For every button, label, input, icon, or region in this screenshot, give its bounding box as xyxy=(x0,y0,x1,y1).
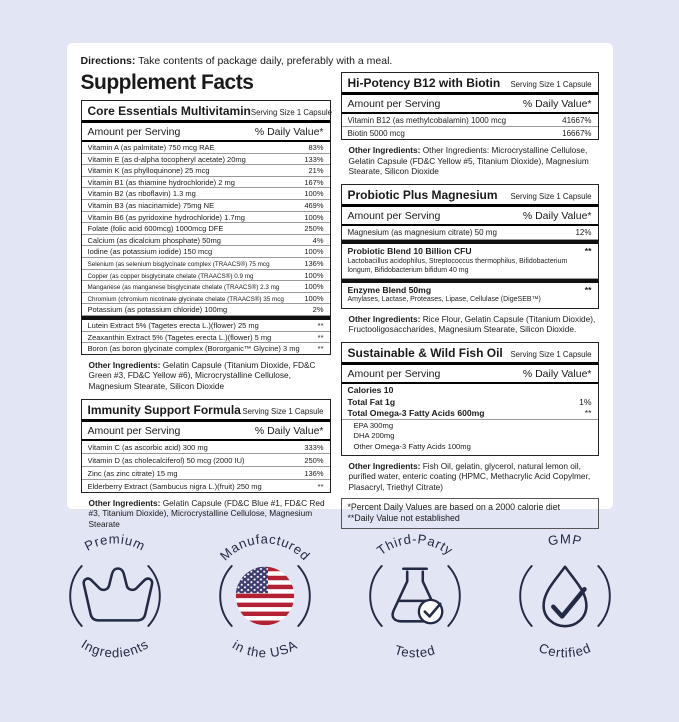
badge-bottom-text: Tested xyxy=(392,642,437,661)
nutrient-row: Selenium (as selenium bisglycinate complex (TRAACS®) 75 mcg 136% xyxy=(82,258,330,270)
nutrient-row: Iodine (as potassium iodide) 150 mcg 100% xyxy=(82,246,330,258)
dv-header: % Daily Value* xyxy=(254,424,324,437)
directions-label: Directions: xyxy=(80,55,136,67)
droplet-check-icon xyxy=(543,567,586,626)
nutrient-row: Boron (as boron glycinate complex (Bororganic™ Glycine) 3 mg ** xyxy=(87,344,324,354)
label-card xyxy=(67,43,613,529)
panel-title: Immunity Support Formula xyxy=(87,402,241,417)
nutrient-row: Chromium (chromium nicotinate glycinate chelate (TRAACS®) 35 mcg 100% xyxy=(82,293,330,305)
nutrient-row: Calories 10 xyxy=(347,384,394,395)
other-ingredients-fishoil: Other Ingredients: Fish Oil, gelatin, glycerol, natural lemon oil, purified water, enteric coating (HPMC, Methacrylic Acid Copylmer, Plasacryl, Triethyl Citrate) xyxy=(348,460,591,492)
right-column xyxy=(341,70,599,536)
badge-row xyxy=(0,518,679,674)
svg-text:in the USA xyxy=(229,637,299,660)
badge-bottom-text: in the USA xyxy=(229,637,300,661)
nutrient-row: Elderberry Extract (Sambucus nigra L.)(fruit) 250 mg ** xyxy=(87,481,324,491)
other-ingredients-immunity: Other Ingredients: Gelatin Capsule (FD&C Blue #1, FD&C Red #3, Titanium Dioxide), Microcrystalline Cellulose, Magnesium Stearate xyxy=(88,497,325,529)
serving-size: Serving Size 1 Capsule xyxy=(242,406,324,416)
nutrient-row: Vitamin C (as ascorbic acid) 300 mg 333% xyxy=(82,441,330,454)
svg-text:Certified xyxy=(536,640,592,660)
panel-immunity-support xyxy=(81,399,331,493)
panel-title: Sustainable & Wild Fish Oil xyxy=(347,345,503,360)
nutrient-row: Calcium (as dicalcium phosphate) 50mg 4% xyxy=(82,235,330,247)
dv-header: % Daily Value* xyxy=(522,367,592,380)
supplement-facts-title: Supplement Facts xyxy=(80,71,254,94)
crown-icon xyxy=(83,569,151,621)
panel-title: Core Essentials Multivitamin xyxy=(87,104,251,118)
badge-top-text: GMP xyxy=(546,531,583,549)
omega3-breakdown: EPA 300mg DHA 200mg Other Omega-3 Fatty Acids 100mg xyxy=(353,421,471,451)
nutrient-row: Vitamin B12 (as methylcobalamin) 1000 mcg 41667% xyxy=(342,114,598,127)
svg-text:Tested xyxy=(392,642,436,660)
nutrient-row: Folate (folic acid 600mcg) 1000mcg DFE 250% xyxy=(82,223,330,235)
nutrient-row: Vitamin D (as cholecalciferol) 50 mcg (2000 IU) 250% xyxy=(82,454,330,467)
panel-title: Probiotic Plus Magnesium xyxy=(347,187,498,202)
panel-core-essentials xyxy=(81,100,331,355)
panel-title: Hi-Potency B12 with Biotin xyxy=(347,76,501,90)
panel-b12-biotin xyxy=(341,72,599,140)
nutrient-row: Vitamin E (as d-alpha tocopheryl acetate) 20mg 133% xyxy=(82,154,330,166)
badge-top-text: Manufactured xyxy=(216,531,313,564)
badge-top-text: Premium xyxy=(81,531,148,554)
badge-bottom-text: Certified xyxy=(536,640,593,661)
other-ingredients-probiotic: Other Ingredients: Rice Flour, Gelatin Capsule (Titanium Dioxide), Fructooligosaccharides, Magnesium Stearate, Silicon Dioxide. xyxy=(348,313,596,335)
nutrient-row: Vitamin B1 (as thiamine hydrochloride) 2 mg 167% xyxy=(82,177,330,189)
badge-third-party-tested xyxy=(342,518,488,674)
enzyme-blend: Enzyme Blend 50mg ** Amylases, Lactase, Proteases, Lipase, Cellulase (DigeSEB™) xyxy=(347,284,592,304)
serving-size: Serving Size 1 Capsule xyxy=(250,108,332,117)
amount-header: Amount per Serving xyxy=(87,424,181,437)
nutrient-row: Vitamin B6 (as pyridoxine hydrochloride) 1.7mg 100% xyxy=(82,212,330,224)
nutrient-row: Copper (as copper bisglycinate chelate (TRAACS®) 0.9 mg 100% xyxy=(82,270,330,282)
dv-header: % Daily Value* xyxy=(522,209,592,222)
nutrient-row: Vitamin A (as palmitate) 750 mcg RAE 83% xyxy=(82,142,330,154)
badge-bottom-text: Ingredients xyxy=(78,636,151,661)
nutrient-row: Vitamin K (as phylloquinone) 25 mcg 21% xyxy=(82,165,330,177)
serving-size: Serving Size 1 Capsule xyxy=(510,349,592,359)
usa-flag-icon xyxy=(235,567,293,625)
svg-text:Manufactured xyxy=(216,531,312,563)
nutrient-row: Vitamin B3 (as niacinamide) 75mg NE 469% xyxy=(82,200,330,212)
nutrient-row: Magnesium (as magnesium citrate) 50 mg 12% xyxy=(342,226,598,240)
serving-size: Serving Size 1 Capsule xyxy=(510,191,592,201)
svg-text:GMP xyxy=(546,531,583,548)
svg-text:Ingredients xyxy=(78,636,151,660)
directions-line xyxy=(81,55,599,67)
flask-check-icon xyxy=(392,569,442,624)
amount-header: Amount per Serving xyxy=(87,126,181,138)
left-column xyxy=(81,70,331,536)
svg-text:Premium xyxy=(81,531,147,553)
other-ingredients-core: Other Ingredients: Gelatin Capsule (Titanium Dioxide, FD&C Green #3, FD&C Yellow #6), Microcrystalline Cellulose, Magnesium Stearate, Silicon Dioxide xyxy=(88,359,316,391)
daily-value-footnote: *Percent Daily Values are based on a 2000 calorie diet **Daily Value not established xyxy=(341,498,599,530)
badge-premium-ingredients xyxy=(42,518,188,674)
nutrient-row: Lutein Extract 5% (Tagetes erecta L.)(flower) 25 mg ** xyxy=(82,320,330,332)
directions-text: Take contents of package daily, preferably with a meal. xyxy=(135,55,393,67)
nutrient-row: Zeaxanthin Extract 5% (Tagetes erecta L.)(flower) 5 mg ** xyxy=(82,332,330,344)
nutrient-row: Zinc (as zinc citrate) 15 mg 136% xyxy=(82,467,330,480)
nutrient-row: Vitamin B2 (as riboflavin) 1.3 mg 100% xyxy=(82,188,330,200)
amount-header: Amount per Serving xyxy=(347,98,441,110)
dv-header: % Daily Value* xyxy=(254,126,324,138)
badge-gmp-certified xyxy=(492,518,638,674)
dv-header: % Daily Value* xyxy=(522,98,592,110)
other-ingredients-b12: Other Ingredients: Other Ingredients: Microcrystalline Cellulose, Gelatin Capsule (FD&C Yellow #5, Titanium Dioxide), Magnesium Stearate, Silicon Dioxide xyxy=(348,145,589,177)
serving-size: Serving Size 1 Capsule xyxy=(510,80,592,89)
nutrient-row: Manganese (as manganese bisglycinate chelate (TRAACS®) 2.3 mg 100% xyxy=(82,281,330,293)
amount-header: Amount per Serving xyxy=(347,367,441,380)
badge-made-in-usa xyxy=(192,518,338,674)
nutrient-row: Total Fat 1g 1% xyxy=(347,396,592,407)
panel-fish-oil xyxy=(341,342,599,456)
panel-probiotic-magnesium xyxy=(341,184,599,309)
svg-text:Third-Party xyxy=(374,531,456,558)
nutrient-row: Biotin 5000 mcg 16667% xyxy=(347,129,592,138)
badge-top-text: Third-Party xyxy=(373,531,456,559)
amount-header: Amount per Serving xyxy=(347,209,441,222)
probiotic-blend: Probiotic Blend 10 Billion CFU ** Lactobacillus acidophilus, Streptococcus thermophilus, Bifidobacterium longum, Bifidobacterium bifidum 40 mg xyxy=(342,244,598,279)
nutrient-row: Potassium (as potassium chloride) 100mg 2% xyxy=(82,304,330,316)
nutrient-row: Total Omega-3 Fatty Acids 600mg ** xyxy=(342,407,598,420)
